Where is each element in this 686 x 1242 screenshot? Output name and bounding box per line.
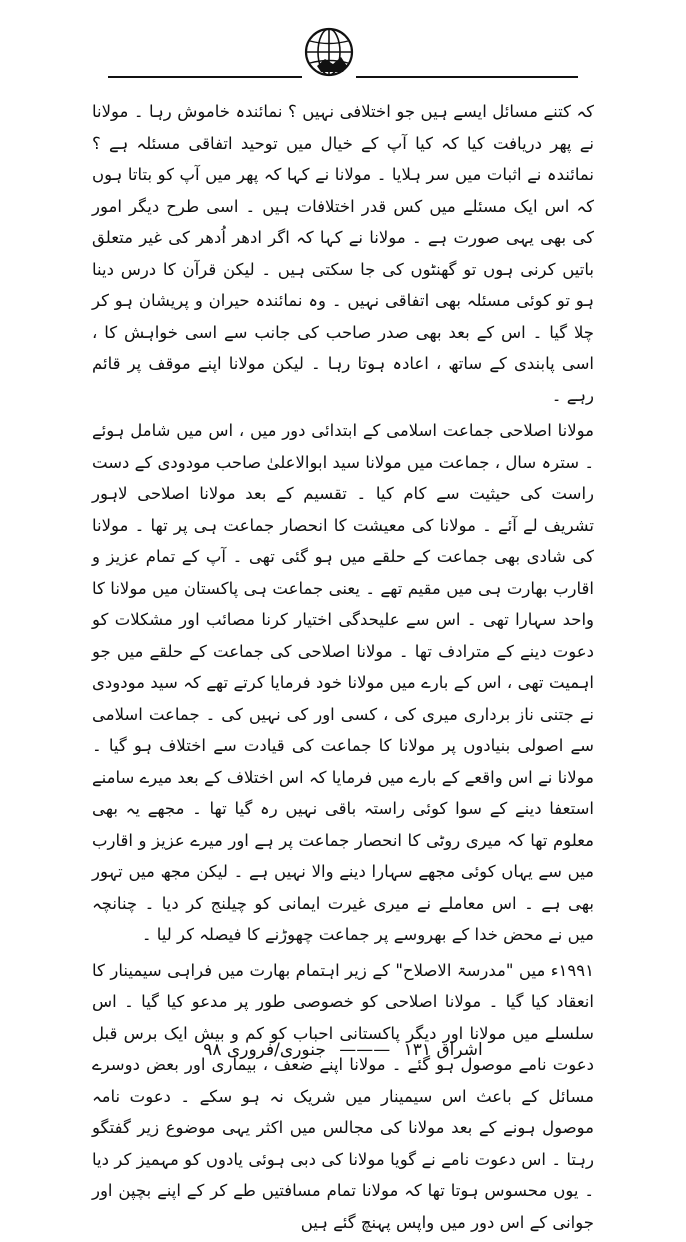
header-rule-left bbox=[108, 76, 302, 78]
paragraph-3: ۱۹۹۱ء میں "مدرسۃ الاصلاح" کے زیر اہتمام بھارت میں فراہی سیمینار کا انعقاد کیا گیا ۔ مولانا اصلاحی کو خصوصی طور پر مدعو کیا گیا ۔ اس سلسلے میں مولانا اور دیگر پاکستانی احباب کو کم و بیش ایک برس قبل دعوت نامے موصول ہو گئے ۔ مولانا اپنے ضعف ، بیماری اور بعض دوسرے مسائل کے باعث اس سیمینار میں شریک نہ ہو سکے ۔ دعوت نامہ موصول ہونے کے بعد مولانا کی مجالس میں اکثر یہی موضوع زیر گفتگو رہتا ۔ اس دعوت نامے نے گویا مولانا کی دبی ہوئی یادوں کو مہمیز کر دیا ۔ یوں محسوس ہوتا تھا کہ مولانا تمام مسافتیں طے کر کے اپنے بچپن اور جوانی کے اس دور میں واپس پہنچ گئے ہیں bbox=[92, 960, 594, 1232]
globe-logo-icon bbox=[303, 26, 355, 78]
issue-date: جنوری/فروری ۹۸ bbox=[203, 1040, 326, 1060]
page-footer bbox=[0, 1040, 686, 1060]
header-rule-right bbox=[356, 76, 578, 78]
journal-name: اشراق bbox=[436, 1040, 483, 1060]
article-body bbox=[92, 96, 594, 1242]
paragraph-2: مولانا اصلاحی جماعت اسلامی کے ابتدائی دور میں ، اس میں شامل ہوئے ۔ سترہ سال ، جماعت میں مولانا سید ابوالاعلیٰ صاحب مودودی کے دست راست کی حیثیت سے کام کیا ۔ تقسیم کے بعد مولانا اصلاحی لاہور تشریف لے آئے ۔ مولانا کی معیشت کا انحصار جماعت ہی پر تھا ۔ مولانا کی شادی بھی جماعت کے حلقے میں ہو گئی تھی ۔ آپ کے تمام عزیز و اقارب بھارت ہی میں مقیم تھے ۔ یعنی جماعت ہی پاکستان میں مولانا کا واحد سہارا تھی ۔ اس سے علیحدگی اختیار کرنا مصائب اور مشکلات کو دعوت دینے کے مترادف تھا ۔ مولانا اصلاحی کی جماعت کے حلقے میں جو اہمیت تھی ، اس کے بارے میں مولانا خود فرمایا کرتے تھے کہ سید مودودی نے جتنی ناز برداری میری کی ، کسی اور کی نہیں کی ۔ جماعت اسلامی سے اصولی بنیادوں پر مولانا کا جماعت کی قیادت سے اختلاف ہو گیا ۔ مولانا نے اس واقعے کے بارے میں فرمایا کہ اس اختلاف کے بعد میرے سامنے استعفا دینے کے سوا کوئی راستہ باقی نہیں رہ گیا تھا ۔ مجھے یہ بھی معلوم تھا کہ میری روٹی کا انحصار جماعت پر ہے اور میرے عزیز و اقارب میں سے یہاں کوئی مجھے سہارا دینے والا نہیں ہے ۔ لیکن مجھ میں تہور بھی ہے ۔ اس معاملے نے میری غیرت ایمانی کو چیلنج کر دیا ۔ چنانچہ میں نے محض خدا کے بھروسے پر جماعت چھوڑنے کا فیصلہ کر لیا ۔ bbox=[92, 421, 594, 944]
paragraph-1: کہ کتنے مسائل ایسے ہیں جو اختلافی نہیں ؟ نمائندہ خاموش رہا ۔ مولانا نے پھر دریافت کیا کہ کیا آپ کے خیال میں توحید اتفاقی مسئلہ ہے ؟ نمائندہ نے اثبات میں سر ہلایا ۔ مولانا نے کہا کہ پھر میں آپ کو بتاتا ہوں کہ اس ایک مسئلے میں کس قدر اختلافات ہیں ۔ اسی طرح دیگر امور کی بھی یہی صورت ہے ۔ مولانا نے کہا کہ اگر ادھر اُدھر کی غیر متعلق باتیں کرنی ہوں تو گھنٹوں کی جا سکتی ہیں ۔ لیکن قرآن کا درس دینا ہو تو کوئی مسئلہ بھی اتفاقی نہیں ۔ وہ نمائندہ حیران و پریشان ہو کر چلا گیا ۔ اس کے بعد بھی صدر صاحب کی جانب سے اسی خواہش کا ، اسی پابندی کے ساتھ ، اعادہ ہوتا رہا ۔ لیکن مولانا اپنے موقف پر قائم رہے ۔ bbox=[92, 102, 594, 405]
page-number: ۱۳۱ bbox=[403, 1040, 432, 1060]
footer-separator: ——— bbox=[339, 1040, 391, 1060]
